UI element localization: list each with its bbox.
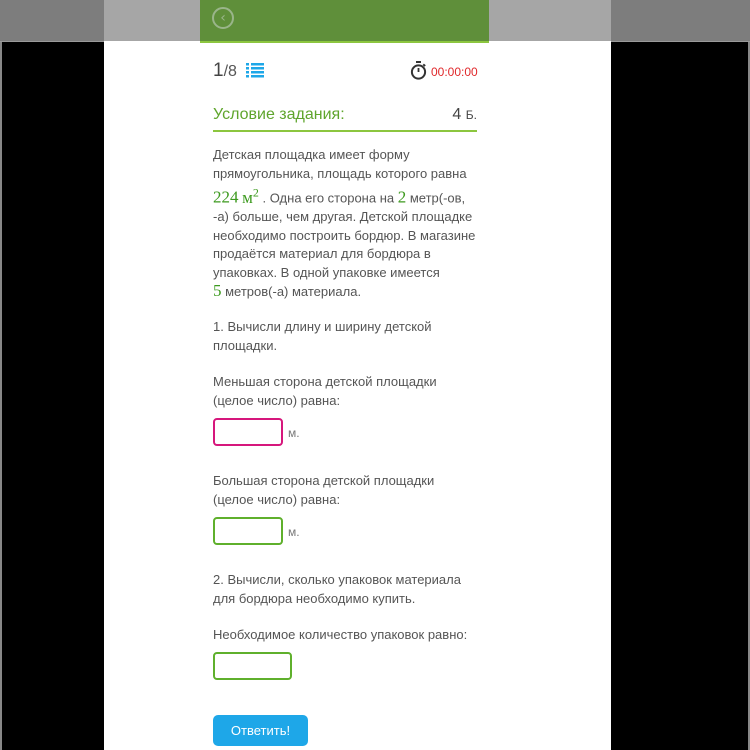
smaller-side-input[interactable] bbox=[213, 418, 283, 446]
area-unit-base: м bbox=[242, 187, 253, 207]
difference-value: 2 bbox=[397, 187, 407, 207]
stopwatch-icon bbox=[410, 61, 427, 80]
problem-text bbox=[213, 146, 478, 302]
header-bar bbox=[200, 0, 489, 43]
area-unit bbox=[242, 185, 259, 207]
submit-button[interactable]: Ответить! bbox=[213, 715, 308, 746]
page-top-overlay-left bbox=[104, 0, 200, 41]
pack-length-value: 5 bbox=[213, 281, 222, 301]
back-button[interactable] bbox=[212, 7, 234, 29]
larger-side-input[interactable] bbox=[213, 517, 283, 545]
area-unit-exponent: 2 bbox=[252, 185, 259, 199]
condition-underline bbox=[213, 130, 477, 132]
frame-left bbox=[0, 42, 2, 750]
points-unit: Б. bbox=[465, 108, 477, 122]
condition-title: Условие задания: bbox=[213, 106, 345, 123]
problem-text-part-4: метров(-а) материала. bbox=[221, 284, 362, 300]
current-task-number: 1 bbox=[213, 60, 224, 81]
points-value: 4 bbox=[452, 106, 462, 123]
overlay-strip-right bbox=[611, 0, 750, 41]
packs-input[interactable] bbox=[213, 652, 292, 680]
packs-label: Необходимое количество упаковок равно: bbox=[213, 627, 468, 642]
smaller-side-unit: м. bbox=[288, 426, 300, 440]
area-value: 224 bbox=[213, 187, 239, 207]
task-page bbox=[104, 0, 611, 750]
problem-text-part-1: Детская площадка имеет форму прямоугольника, площадь которого равна bbox=[213, 147, 467, 181]
overlay-strip-left bbox=[0, 0, 104, 41]
condition-points bbox=[452, 106, 477, 124]
larger-side-unit: м. bbox=[288, 525, 300, 539]
chevron-left-icon: ‹ bbox=[220, 10, 226, 26]
larger-side-label: Большая сторона детской площадки (целое число) равна: bbox=[213, 473, 435, 507]
timer-value: 00:00:00 bbox=[431, 65, 478, 79]
total-tasks: /8 bbox=[223, 63, 237, 80]
problem-text-part-3: метр(-ов, -а) больше, чем другая. Детской площадке необходимо построить бордюр. В магазине продаётся материал для бордюра в упаковках. В одной упаковке имеется bbox=[213, 190, 476, 280]
task-counter bbox=[213, 60, 237, 82]
list-icon[interactable] bbox=[246, 62, 264, 78]
task2-title: 2. Вычисли, сколько упаковок материала для бордюра необходимо купить. bbox=[213, 572, 461, 606]
page-top-overlay-right bbox=[489, 0, 611, 41]
problem-text-part-2: . Одна его сторона на bbox=[258, 190, 398, 206]
smaller-side-label: Меньшая сторона детской площадки (целое число) равна: bbox=[213, 374, 437, 408]
task1-title: 1. Вычисли длину и ширину детской площадки. bbox=[213, 319, 432, 353]
